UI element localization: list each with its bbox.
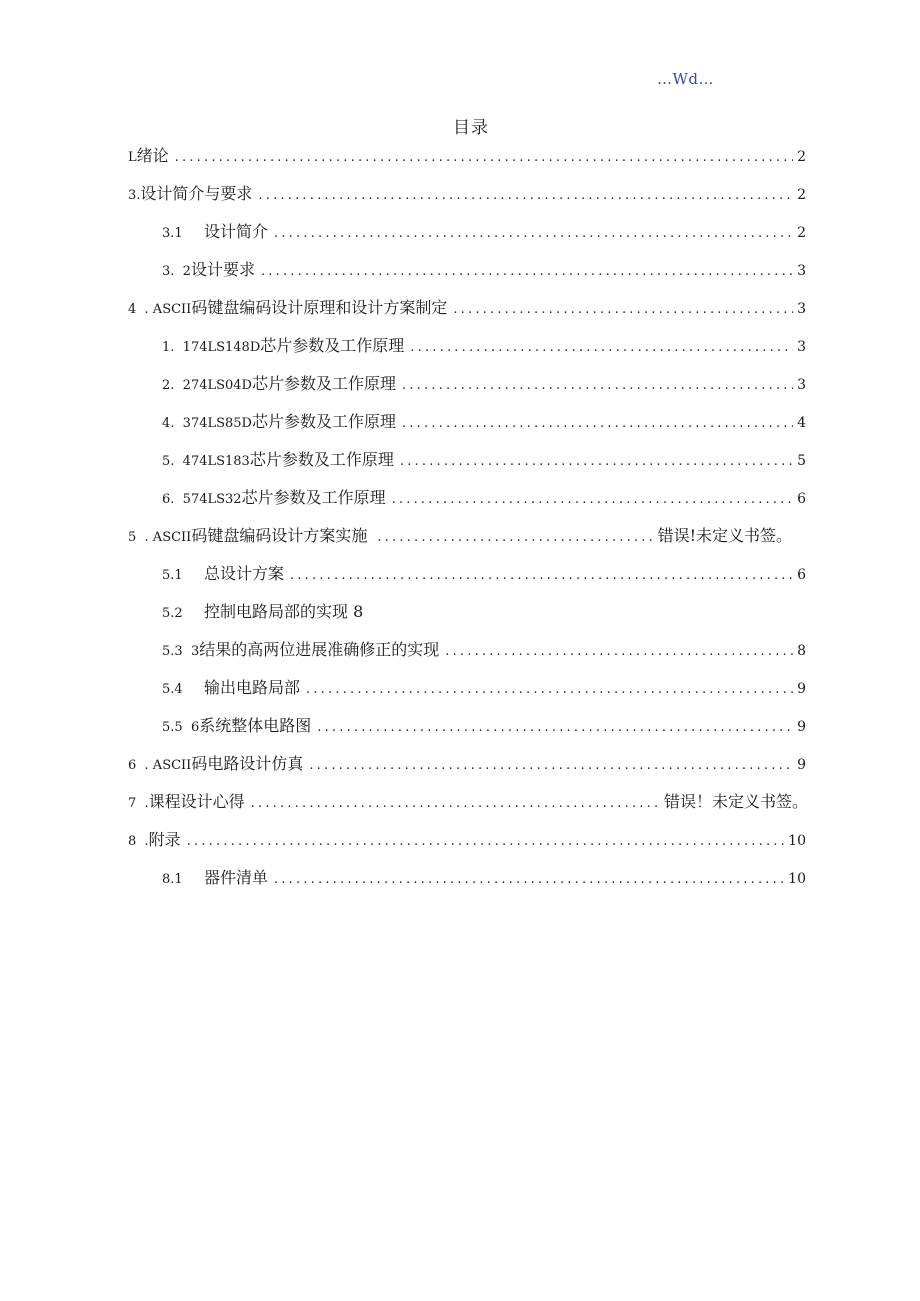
toc-entry-title: 课程设计心得 bbox=[148, 792, 245, 811]
toc-entry-title: 输出电路局部 bbox=[204, 678, 301, 697]
toc-entry[interactable] bbox=[162, 678, 806, 700]
toc-leader-dots bbox=[400, 452, 793, 472]
toc-entry-title: 设计要求 bbox=[190, 260, 255, 279]
toc-leader-dots bbox=[274, 870, 784, 890]
toc-entry-number: 8.1 bbox=[162, 872, 183, 887]
toc-entry-number: 1. 174LS148D bbox=[162, 340, 261, 355]
toc-leader-dots bbox=[258, 186, 793, 206]
toc-entry-page: 4 bbox=[797, 415, 806, 431]
toc-entry[interactable] bbox=[128, 298, 806, 320]
toc-entry-number: 3. bbox=[128, 188, 141, 203]
toc-entry-title: 控制电路局部的实现 8 bbox=[204, 602, 364, 621]
toc-entry-page: 3 bbox=[797, 263, 806, 279]
toc-entry-page: 9 bbox=[797, 719, 806, 735]
toc-entry-title: 码电路设计仿真 bbox=[191, 754, 304, 773]
toc-entry-title: 结果的高两位进展准确修正的实现 bbox=[199, 640, 440, 659]
toc-entry-number: L bbox=[128, 150, 137, 165]
toc-entry[interactable] bbox=[162, 222, 806, 244]
toc-entry-number: 6 . ASCII bbox=[128, 758, 192, 773]
toc-entry[interactable] bbox=[128, 184, 806, 206]
toc-entry[interactable] bbox=[162, 336, 806, 358]
toc-entry-page: 2 bbox=[797, 187, 806, 203]
toc-entry-page: 3 bbox=[797, 377, 806, 393]
toc-entry-title: 芯片参数及工作原理 bbox=[251, 412, 396, 431]
toc-entry[interactable] bbox=[162, 564, 806, 586]
toc-entry-title: 芯片参数及工作原理 bbox=[260, 336, 405, 355]
toc-entry-page: 6 bbox=[797, 567, 806, 583]
toc-entry-title: 设计简介 bbox=[204, 222, 269, 241]
toc-entry-page: 2 bbox=[797, 149, 806, 165]
toc-leader-dots bbox=[402, 376, 793, 396]
toc-entry-page: 错误！未定义书签。 bbox=[663, 792, 808, 811]
toc-entry-number: 5.2 bbox=[162, 606, 183, 621]
toc-leader-dots bbox=[402, 414, 793, 434]
toc-entry[interactable] bbox=[162, 412, 806, 434]
toc-entry-page: 3 bbox=[797, 301, 806, 317]
toc-entry-number: 8 . bbox=[128, 834, 149, 849]
toc-entry-number: 5.1 bbox=[162, 568, 183, 583]
toc-entry[interactable] bbox=[162, 260, 806, 282]
toc-entry-title: 芯片参数及工作原理 bbox=[251, 374, 396, 393]
toc-entry[interactable] bbox=[162, 640, 806, 662]
toc-entry-number: 5.3 3 bbox=[162, 644, 200, 659]
toc-entry[interactable] bbox=[128, 830, 806, 852]
toc-entry-title: 码键盘编码设计方案实施 bbox=[191, 526, 368, 545]
toc-entry-number: 3.1 bbox=[162, 226, 183, 241]
toc-entry[interactable] bbox=[162, 488, 806, 510]
toc-leader-dots bbox=[251, 794, 660, 814]
toc-entry-number: 7 . bbox=[128, 796, 149, 811]
toc-entry-number: 6. 574LS32 bbox=[162, 492, 242, 507]
toc-leader-dots bbox=[306, 680, 793, 700]
toc-entry[interactable] bbox=[162, 374, 806, 396]
toc-entry-title: 芯片参数及工作原理 bbox=[249, 450, 394, 469]
toc-entry[interactable] bbox=[162, 450, 806, 472]
toc-entry-page: 5 bbox=[797, 453, 806, 469]
toc-entry[interactable] bbox=[128, 146, 806, 168]
toc-leader-dots bbox=[290, 566, 793, 586]
toc-leader-dots bbox=[317, 718, 793, 738]
toc-entry-page: 9 bbox=[797, 681, 806, 697]
header-mark: …Wd… bbox=[657, 70, 715, 88]
toc-entry-title: 绪论 bbox=[136, 146, 169, 165]
toc-entry-number: 4. 374LS85D bbox=[162, 416, 252, 431]
toc-leader-dots bbox=[309, 756, 793, 776]
toc-entry-title: 码键盘编码设计原理和设计方案制定 bbox=[191, 298, 448, 317]
toc-entry-title: 附录 bbox=[148, 830, 181, 849]
toc-entry-page: 2 bbox=[797, 225, 806, 241]
toc-entry-number: 5 . ASCII bbox=[128, 530, 192, 545]
toc-entry[interactable] bbox=[128, 754, 806, 776]
toc-entry-page: 6 bbox=[797, 491, 806, 507]
toc-entry[interactable] bbox=[162, 716, 806, 738]
toc-entry-page: 3 bbox=[797, 339, 806, 355]
toc-entry-number: 2. 274LS04D bbox=[162, 378, 252, 393]
toc-title: 目录 bbox=[453, 118, 489, 138]
toc-leader-dots bbox=[445, 642, 793, 662]
toc-leader-dots bbox=[274, 224, 793, 244]
toc-leader-dots bbox=[377, 528, 653, 548]
toc-entry-title: 设计简介与要求 bbox=[140, 184, 253, 203]
toc-entry-title: 系统整体电路图 bbox=[199, 716, 312, 735]
toc-leader-dots bbox=[175, 148, 793, 168]
toc-entry-page: 8 bbox=[797, 643, 806, 659]
toc-entry-page: 错误!未定义书签。 bbox=[657, 526, 792, 545]
toc-entry[interactable] bbox=[162, 868, 806, 890]
toc-entry-title: 器件清单 bbox=[204, 868, 269, 887]
toc-entry-number: 5. 474LS183 bbox=[162, 454, 250, 469]
toc-entry-title: 芯片参数及工作原理 bbox=[241, 488, 386, 507]
toc-entry-page: 10 bbox=[788, 833, 806, 849]
toc-entry[interactable] bbox=[128, 526, 792, 548]
toc-entry[interactable] bbox=[128, 792, 808, 814]
toc-leader-dots bbox=[261, 262, 793, 282]
toc-entry-number: 5.5 6 bbox=[162, 720, 200, 735]
toc-entry-number: 4 . ASCII bbox=[128, 302, 192, 317]
toc-entry-title: 总设计方案 bbox=[204, 564, 285, 583]
toc-leader-dots bbox=[392, 490, 794, 510]
toc-leader-dots bbox=[410, 338, 793, 358]
toc-leader-dots bbox=[187, 832, 784, 852]
toc-entry-page: 10 bbox=[788, 871, 806, 887]
toc-entry-number: 5.4 bbox=[162, 682, 183, 697]
toc-entry-number: 3. 2 bbox=[162, 264, 191, 279]
toc-entry[interactable] bbox=[162, 602, 806, 624]
toc-entry-page: 9 bbox=[797, 757, 806, 773]
toc-leader-dots bbox=[453, 300, 793, 320]
